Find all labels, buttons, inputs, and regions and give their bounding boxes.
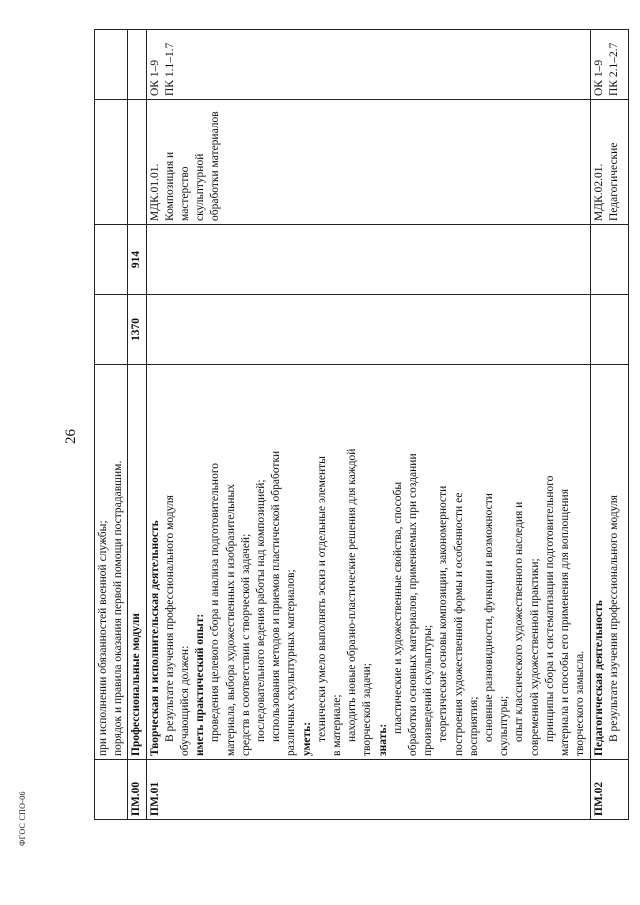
competency-ok: ОК 1–9	[592, 59, 605, 96]
description-line: опыт классического художественного наследия и	[513, 501, 526, 742]
description-line: уметь:	[300, 721, 313, 756]
competencies-cell	[590, 30, 628, 100]
description-lines	[163, 368, 589, 756]
class-hours: 914	[128, 225, 146, 295]
description-line: скульптуры;	[498, 695, 511, 756]
curriculum-table-container	[94, 30, 620, 820]
description-line: пластические и художественные свойства, способы	[391, 481, 404, 734]
module-description	[146, 365, 590, 760]
description-line: последовательного ведения работы над композицией;	[255, 479, 268, 742]
description-line: принципы сбора и систематизации подготовительного	[543, 475, 556, 742]
description-line: материала и способы его применения для воплощения	[559, 489, 572, 756]
competency-pk: ПК 1.1–1.7	[163, 42, 176, 96]
description-line: В результате изучения профессионального модуля	[607, 495, 620, 742]
curriculum-table	[94, 29, 629, 820]
max-hours: 1370	[128, 295, 146, 365]
code-cell	[95, 760, 128, 820]
description-line: проведения целевого сбора и анализа подготовительного	[209, 463, 222, 742]
description-line: творческой задачи;	[361, 663, 374, 756]
description-line: материала, выбора художественных и изобразительных	[224, 484, 237, 756]
competencies-cell	[146, 30, 590, 100]
description-line: В результате изучения профессионального модуля	[163, 495, 176, 742]
table-row	[128, 30, 146, 820]
description-line: иметь практический опыт:	[194, 613, 207, 756]
description-line: находить новые образно-пластические решения для каждой	[346, 448, 359, 742]
table-row	[95, 30, 128, 820]
module-code: ПМ.00	[128, 760, 146, 820]
continued-line: при исполнении обязанностей военной службы;	[97, 520, 109, 756]
description-line: технически умело выполнять эскиз и отдельные элементы	[315, 456, 328, 742]
module-description	[590, 365, 628, 760]
page-number: 26	[63, 429, 79, 444]
table-row	[146, 30, 590, 820]
module-title: Профессиональные модули	[128, 365, 146, 760]
description-line: произведений скульптуры;	[422, 624, 435, 756]
description-line: основные разновидности, функции и возможности	[483, 493, 496, 742]
description-line: восприятия;	[467, 696, 480, 756]
description-line: творческого замысла.	[574, 650, 587, 756]
module-title: Педагогическая деятельность	[592, 600, 605, 756]
description-line: использования методов и приемов пластической обработки	[270, 450, 283, 742]
description-line: средств в соответствии с творческой задачей;	[239, 533, 252, 756]
description-line: обучающийся должен:	[179, 645, 192, 756]
competency-ok: ОК 1–9	[148, 59, 161, 96]
module-code: ПМ.01	[146, 760, 590, 820]
document-footer: ФГОС СПО-06	[18, 791, 27, 846]
description-line: современной художественной практики;	[528, 558, 541, 756]
description-line: различных скульптурных материалов;	[285, 569, 298, 756]
description-line: построения художественной формы и особенности ее	[452, 492, 465, 756]
module-title: Творческая и исполнительская деятельность	[148, 520, 161, 756]
mdk-cell: МДК.01.01. Композиция и мастерство скульптурной обработки материалов	[146, 100, 590, 225]
text-cell	[95, 365, 128, 760]
description-line: теоретические основы композиции, закономерности	[437, 485, 450, 742]
description-line: обработки основных материалов, применяемых при создании	[407, 453, 420, 756]
module-code: ПМ.02	[590, 760, 628, 820]
table-row	[590, 30, 628, 820]
competency-pk: ПК 2.1–2.7	[607, 42, 620, 96]
description-line: знать:	[376, 723, 389, 756]
continued-line: порядок и правила оказания первой помощи пострадавшим.	[112, 460, 125, 756]
description-line: в материале;	[331, 694, 344, 756]
mdk-cell: МДК.02.01. Педагогические	[590, 100, 628, 225]
